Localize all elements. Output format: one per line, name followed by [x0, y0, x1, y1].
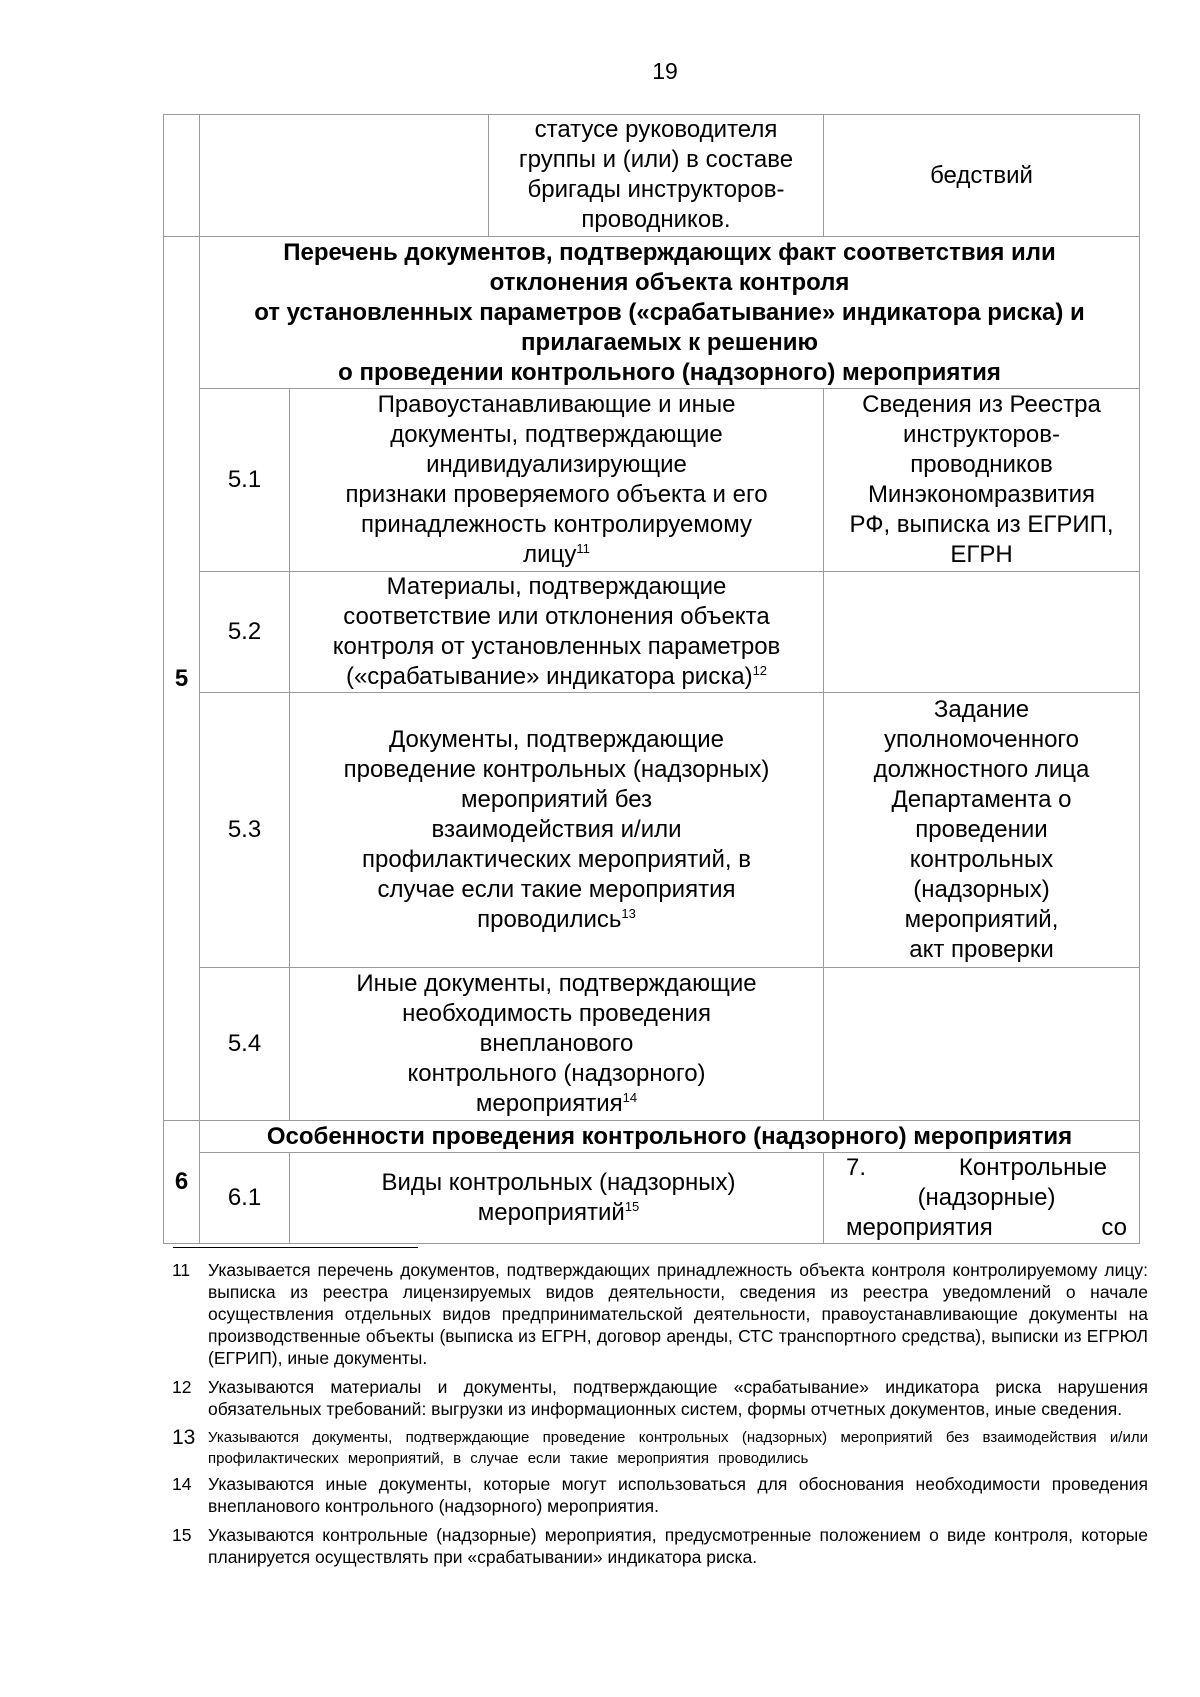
- footnote-ref: 13: [621, 906, 636, 921]
- section-number: 5: [164, 237, 200, 1121]
- row-source: [824, 968, 1140, 1121]
- section-heading: Особенности проведения контрольного (надзорного) мероприятия: [200, 1121, 1140, 1153]
- row-source: Задание уполномоченного должностного лица Департамента о проведении контрольных (надзорных) мероприятий, акт проверки: [824, 693, 1140, 968]
- table-row: [164, 968, 1140, 1121]
- row-prev-col3: статусе руководителя группы и (или) в составе бригады инструкторов- проводников.: [518, 116, 794, 233]
- footnote: 11 Указывается перечень документов, подтверждающих принадлежность объекта контроля контролируемому лицу: выписка из реестра лицензируемых видов деятельности, сведения из реестра уведомлений о начале осуществления отдельных видов предпринимательской деятельности, правоустанавливающие документы на производственные объекты (выписка из ЕГРН, договор аренды, СТС транспортного средства), выписки из ЕГРЮЛ (ЕГРИП), иные документы.: [172, 1260, 1148, 1368]
- row-number: 6.1: [200, 1153, 290, 1244]
- footnote-ref: 11: [576, 541, 590, 556]
- row-description: Материалы, подтверждающие соответствие или отклонения объекта контроля от установленных параметров («срабатывание» индикатора риска)$^{12}$: [290, 572, 824, 693]
- footnote: 15 Указываются контрольные (надзорные) мероприятия, предусмотренные положением о виде контроля, которые планируется осуществлять при «срабатывании» индикатора риска.: [172, 1525, 1148, 1567]
- row-prev-col4: бедствий: [824, 115, 1140, 237]
- table-row: [164, 572, 1140, 693]
- row-number: 5.2: [200, 572, 290, 693]
- page-number: 19: [652, 58, 678, 84]
- footnote-separator: [173, 1247, 418, 1248]
- footnote: 13 Указываются документы, подтверждающие проведение контрольных (надзорных) мероприятий без взаимодействия и/или профилактических мероприятий, в случае если такие мероприятия проводились: [172, 1426, 1148, 1467]
- table-row: [164, 389, 1140, 572]
- row-description: Виды контрольных (надзорных) мероприятий$^{15}$: [290, 1153, 824, 1244]
- footnote-ref: 15: [624, 1199, 640, 1214]
- row-source: [824, 572, 1140, 693]
- row-description: Правоустанавливающие и иные документы, подтверждающие индивидуализирующие признаки проверяемого объекта и его принадлежность контролируемому лицу$^{11}$: [290, 389, 824, 572]
- section-heading: Перечень документов, подтверждающих факт соответствия или отклонения объекта контроля от установленных параметров («срабатывание» индикатора риска) и прилагаемых к решению о проведении контрольного (надзорного) мероприятия: [200, 237, 1140, 389]
- footnote: 14 Указываются иные документы, которые могут использоваться для обоснования необходимости проведения внепланового контрольного (надзорного) мероприятия.: [172, 1474, 1148, 1516]
- section-number: 6: [164, 1121, 200, 1244]
- row-description: Иные документы, подтверждающие необходимость проведения внепланового контрольного (надзорного) мероприятия$^{14}$: [290, 968, 824, 1121]
- table-row: [164, 1153, 1140, 1244]
- row-source: 7. Контрольные (надзорные) мероприятия со: [824, 1153, 1140, 1244]
- footnote: 12 Указываются материалы и документы, подтверждающие «срабатывание» индикатора риска нарушения обязательных требований: выгрузки из информационных систем, формы отчетных документов, иные сведения.: [172, 1377, 1148, 1419]
- row-description: Документы, подтверждающие проведение контрольных (надзорных) мероприятий без взаимодействия и/или профилактических мероприятий, в случае если такие мероприятия проводились$^{13}$: [290, 693, 824, 968]
- row-source: Сведения из Реестра инструкторов- проводников Минэкономразвития РФ, выписка из ЕГРИП, ЕГРН: [824, 389, 1140, 572]
- footnote-ref: 12: [752, 663, 768, 678]
- risk-indicator-table: [163, 114, 1140, 1244]
- footnote-ref: 14: [622, 1090, 638, 1105]
- table-row: [164, 115, 1140, 237]
- row-number: 5.3: [200, 693, 290, 968]
- row-number: 5.1: [200, 389, 290, 572]
- row-number: 5.4: [200, 968, 290, 1121]
- section-heading-row: [164, 1121, 1140, 1153]
- section-heading-row: [164, 237, 1140, 389]
- footnotes: [172, 1259, 1148, 1575]
- table-row: [164, 693, 1140, 968]
